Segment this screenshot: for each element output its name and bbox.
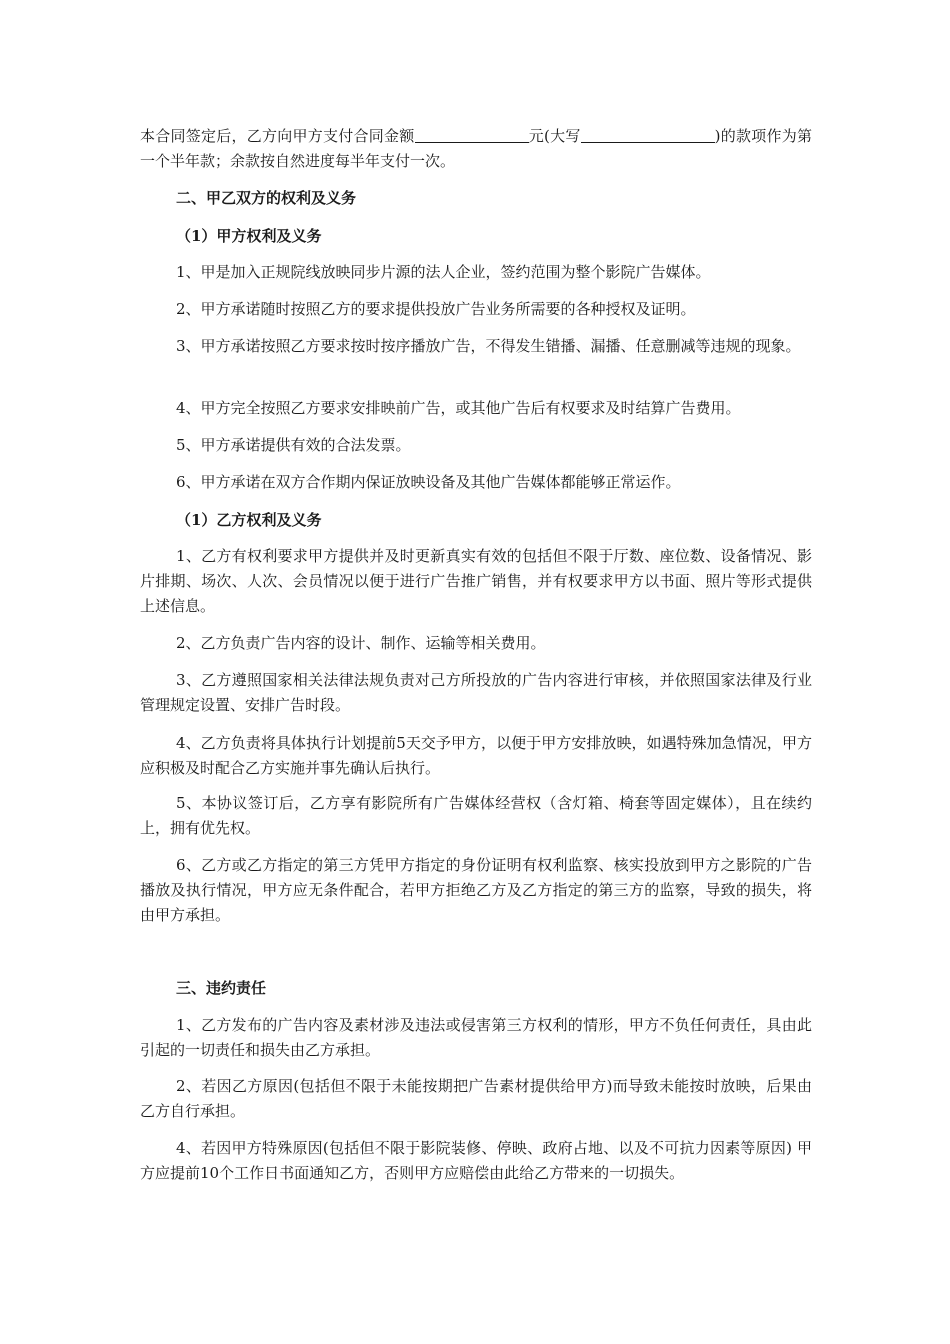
- section-2-heading: 二、甲乙双方的权利及义务: [176, 189, 357, 207]
- party-a-item-2: 2、甲方承诺随时按照乙方的要求提供投放广告业务所需要的各种授权及证明。: [176, 300, 696, 318]
- breach-item-4: 4、若因甲方特殊原因(包括但不限于影院装修、停映、政府占地、以及不可抗力因素等原因) 甲方应提前10个工作日书面通知乙方，否则甲方应赔偿由此给乙方带来的一切损失。: [140, 1139, 812, 1182]
- party-a-heading: （1）甲方权利及义务: [176, 227, 322, 245]
- intro-paragraph: [140, 124, 812, 174]
- party-b-item-5: 5、本协议签订后，乙方享有影院所有广告媒体经营权（含灯箱、椅套等固定媒体），且在续约上，拥有优先权。: [140, 794, 812, 837]
- party-a-item-6: 6、甲方承诺在双方合作期内保证放映设备及其他广告媒体都能够正常运作。: [176, 473, 681, 491]
- party-b-item-6: 6、乙方或乙方指定的第三方凭甲方指定的身份证明有权利监察、核实投放到甲方之影院的广告播放及执行情况，甲方应无条件配合，若甲方拒绝乙方及乙方指定的第三方的监察，导致的损失，将由甲方承担。: [140, 856, 812, 924]
- party-b-item-4: 4、乙方负责将具体执行计划提前5天交予甲方，以便于甲方安排放映，如遇特殊加急情况，甲方应积极及时配合乙方实施并事先确认后执行。: [140, 734, 812, 777]
- party-a-item-3: 3、甲方承诺按照乙方要求按时按序播放广告，不得发生错播、漏播、任意删减等违规的现象。: [176, 337, 801, 355]
- party-b-item-1: 1、乙方有权利要求甲方提供并及时更新真实有效的包括但不限于厅数、座位数、设备情况、影片排期、场次、人次、会员情况以便于进行广告推广销售，并有权要求甲方以书面、照片等形式提供上述信息。: [140, 547, 812, 615]
- amount-words-blank: [581, 128, 715, 143]
- section-3-heading: 三、违约责任: [176, 979, 267, 997]
- breach-item-2: 2、若因乙方原因(包括但不限于未能按期把广告素材提供给甲方)而导致未能按时放映，后果由乙方自行承担。: [140, 1077, 812, 1120]
- party-b-item-3: 3、乙方遵照国家相关法律法规负责对己方所投放的广告内容进行审核，并依照国家法律及行业管理规定设置、安排广告时段。: [140, 671, 812, 714]
- intro-text-2: 元(大写: [528, 127, 581, 145]
- party-a-item-5: 5、甲方承诺提供有效的合法发票。: [176, 436, 411, 454]
- breach-item-1: 1、乙方发布的广告内容及素材涉及违法或侵害第三方权利的情形，甲方不负任何责任，具由此引起的一切责任和损失由乙方承担。: [140, 1016, 812, 1059]
- party-a-item-4: 4、甲方完全按照乙方要求安排映前广告，或其他广告后有权要求及时结算广告费用。: [176, 399, 741, 417]
- intro-text-1: 本合同签定后，乙方向甲方支付合同金额: [140, 127, 415, 145]
- party-b-item-2: 2、乙方负责广告内容的设计、制作、运输等相关费用。: [176, 634, 546, 652]
- party-a-item-1: 1、甲是加入正规院线放映同步片源的法人企业，签约范围为整个影院广告媒体。: [176, 263, 711, 281]
- party-b-heading: （1）乙方权利及义务: [176, 511, 322, 529]
- intro-text-3: )的款项作为第一个半年款；余款按自然进度每半年支付一次。: [140, 127, 812, 170]
- amount-blank: [415, 128, 529, 143]
